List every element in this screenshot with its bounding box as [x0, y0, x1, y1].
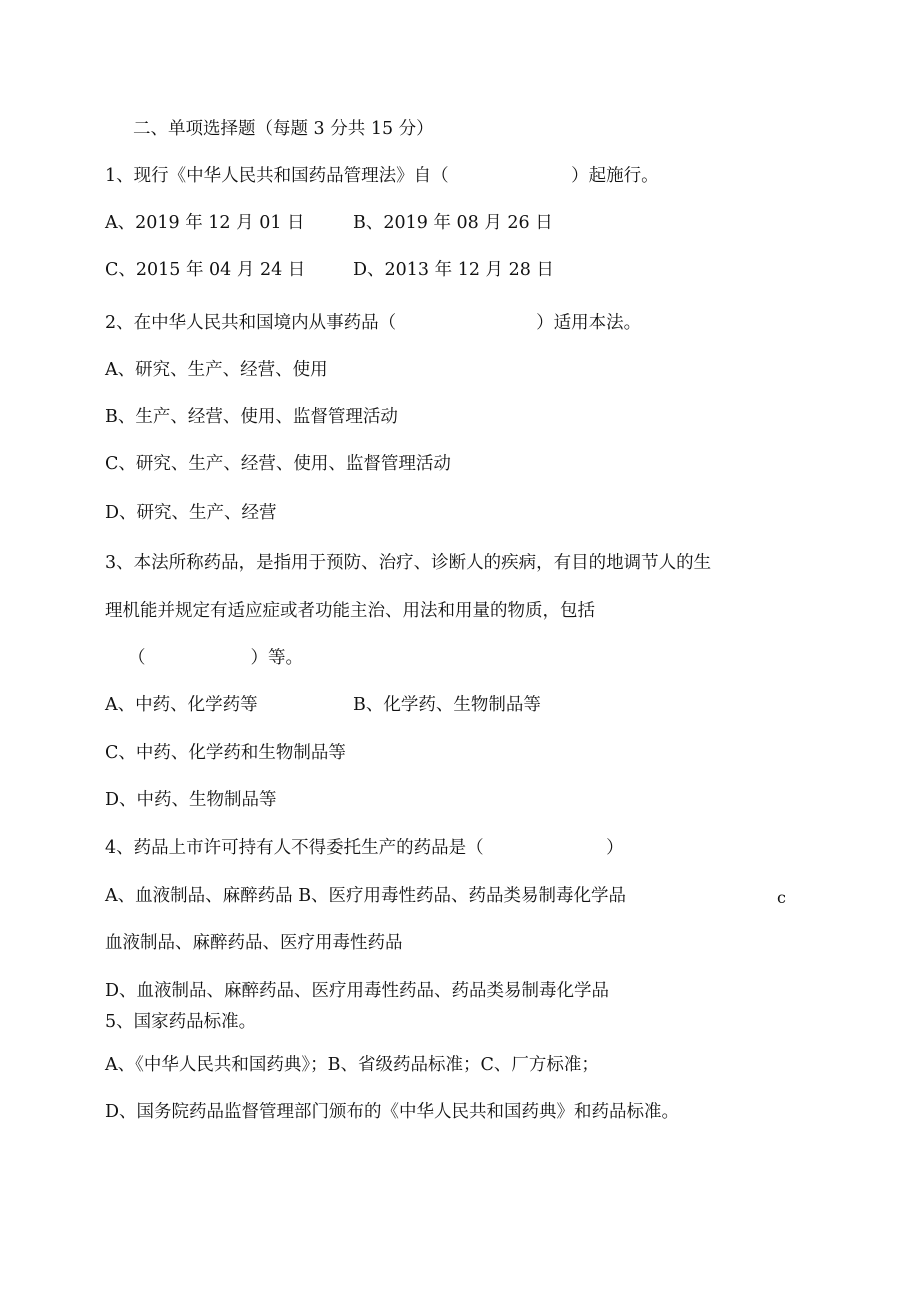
question-5-option-d: D、国务院药品监督管理部门颁布的《中华人民共和国药典》和药品标准。: [105, 1102, 680, 1122]
question-2-option-c: C、研究、生产、经营、使用、监督管理活动: [105, 454, 451, 474]
question-4-stem: 4、药品上市许可持有人不得委托生产的药品是（ ）: [105, 838, 624, 858]
question-2-option-a: A、研究、生产、经营、使用: [105, 360, 328, 380]
question-3-option-d: D、中药、生物制品等: [105, 790, 277, 810]
question-3-option-b: B、化学药、生物制品等: [353, 695, 541, 715]
question-1-option-b: B、2019 年 08 月 26 日: [353, 213, 553, 233]
question-3-option-a: A、中药、化学药等: [105, 695, 258, 715]
question-5-stem: 5、国家药品标准。: [105, 1012, 257, 1032]
question-1-option-d: D、2013 年 12 月 28 日: [353, 260, 554, 280]
question-4-options-ab: A、血液制品、麻醉药品 B、医疗用毒性药品、药品类易制毒化学品: [105, 886, 627, 906]
question-4-option-d: D、血液制品、麻醉药品、医疗用毒性药品、药品类易制毒化学品: [105, 981, 610, 1001]
question-3-stem-line-2: 理机能并规定有适应症或者功能主治、用法和用量的物质，包括: [105, 601, 595, 621]
question-4-option-c-text: 血液制品、麻醉药品、医疗用毒性药品: [105, 933, 403, 953]
question-3-option-c: C、中药、化学药和生物制品等: [105, 743, 346, 763]
question-3-stem-line-1: 3、本法所称药品，是指用于预防、治疗、诊断人的疾病，有目的地调节人的生: [105, 553, 712, 573]
question-3-stem-line-3: （ ）等。: [128, 648, 303, 668]
section-title: 二、单项选择题（每题 3 分共 15 分）: [133, 119, 434, 139]
question-5-options-abc: A、《中华人民共和国药典》；B、省级药品标准；C、厂方标准；: [105, 1055, 599, 1075]
question-2-option-b: B、生产、经营、使用、监督管理活动: [105, 407, 398, 427]
question-4-option-c-letter: c: [777, 888, 786, 907]
question-1-stem: 1、现行《中华人民共和国药品管理法》自（ ）起施行。: [105, 166, 659, 186]
question-1-option-a: A、2019 年 12 月 01 日: [105, 213, 305, 233]
question-2-stem: 2、在中华人民共和国境内从事药品（ ）适用本法。: [105, 313, 642, 333]
question-2-option-d: D、研究、生产、经营: [105, 503, 277, 523]
question-1-option-c: C、2015 年 04 月 24 日: [105, 260, 306, 280]
